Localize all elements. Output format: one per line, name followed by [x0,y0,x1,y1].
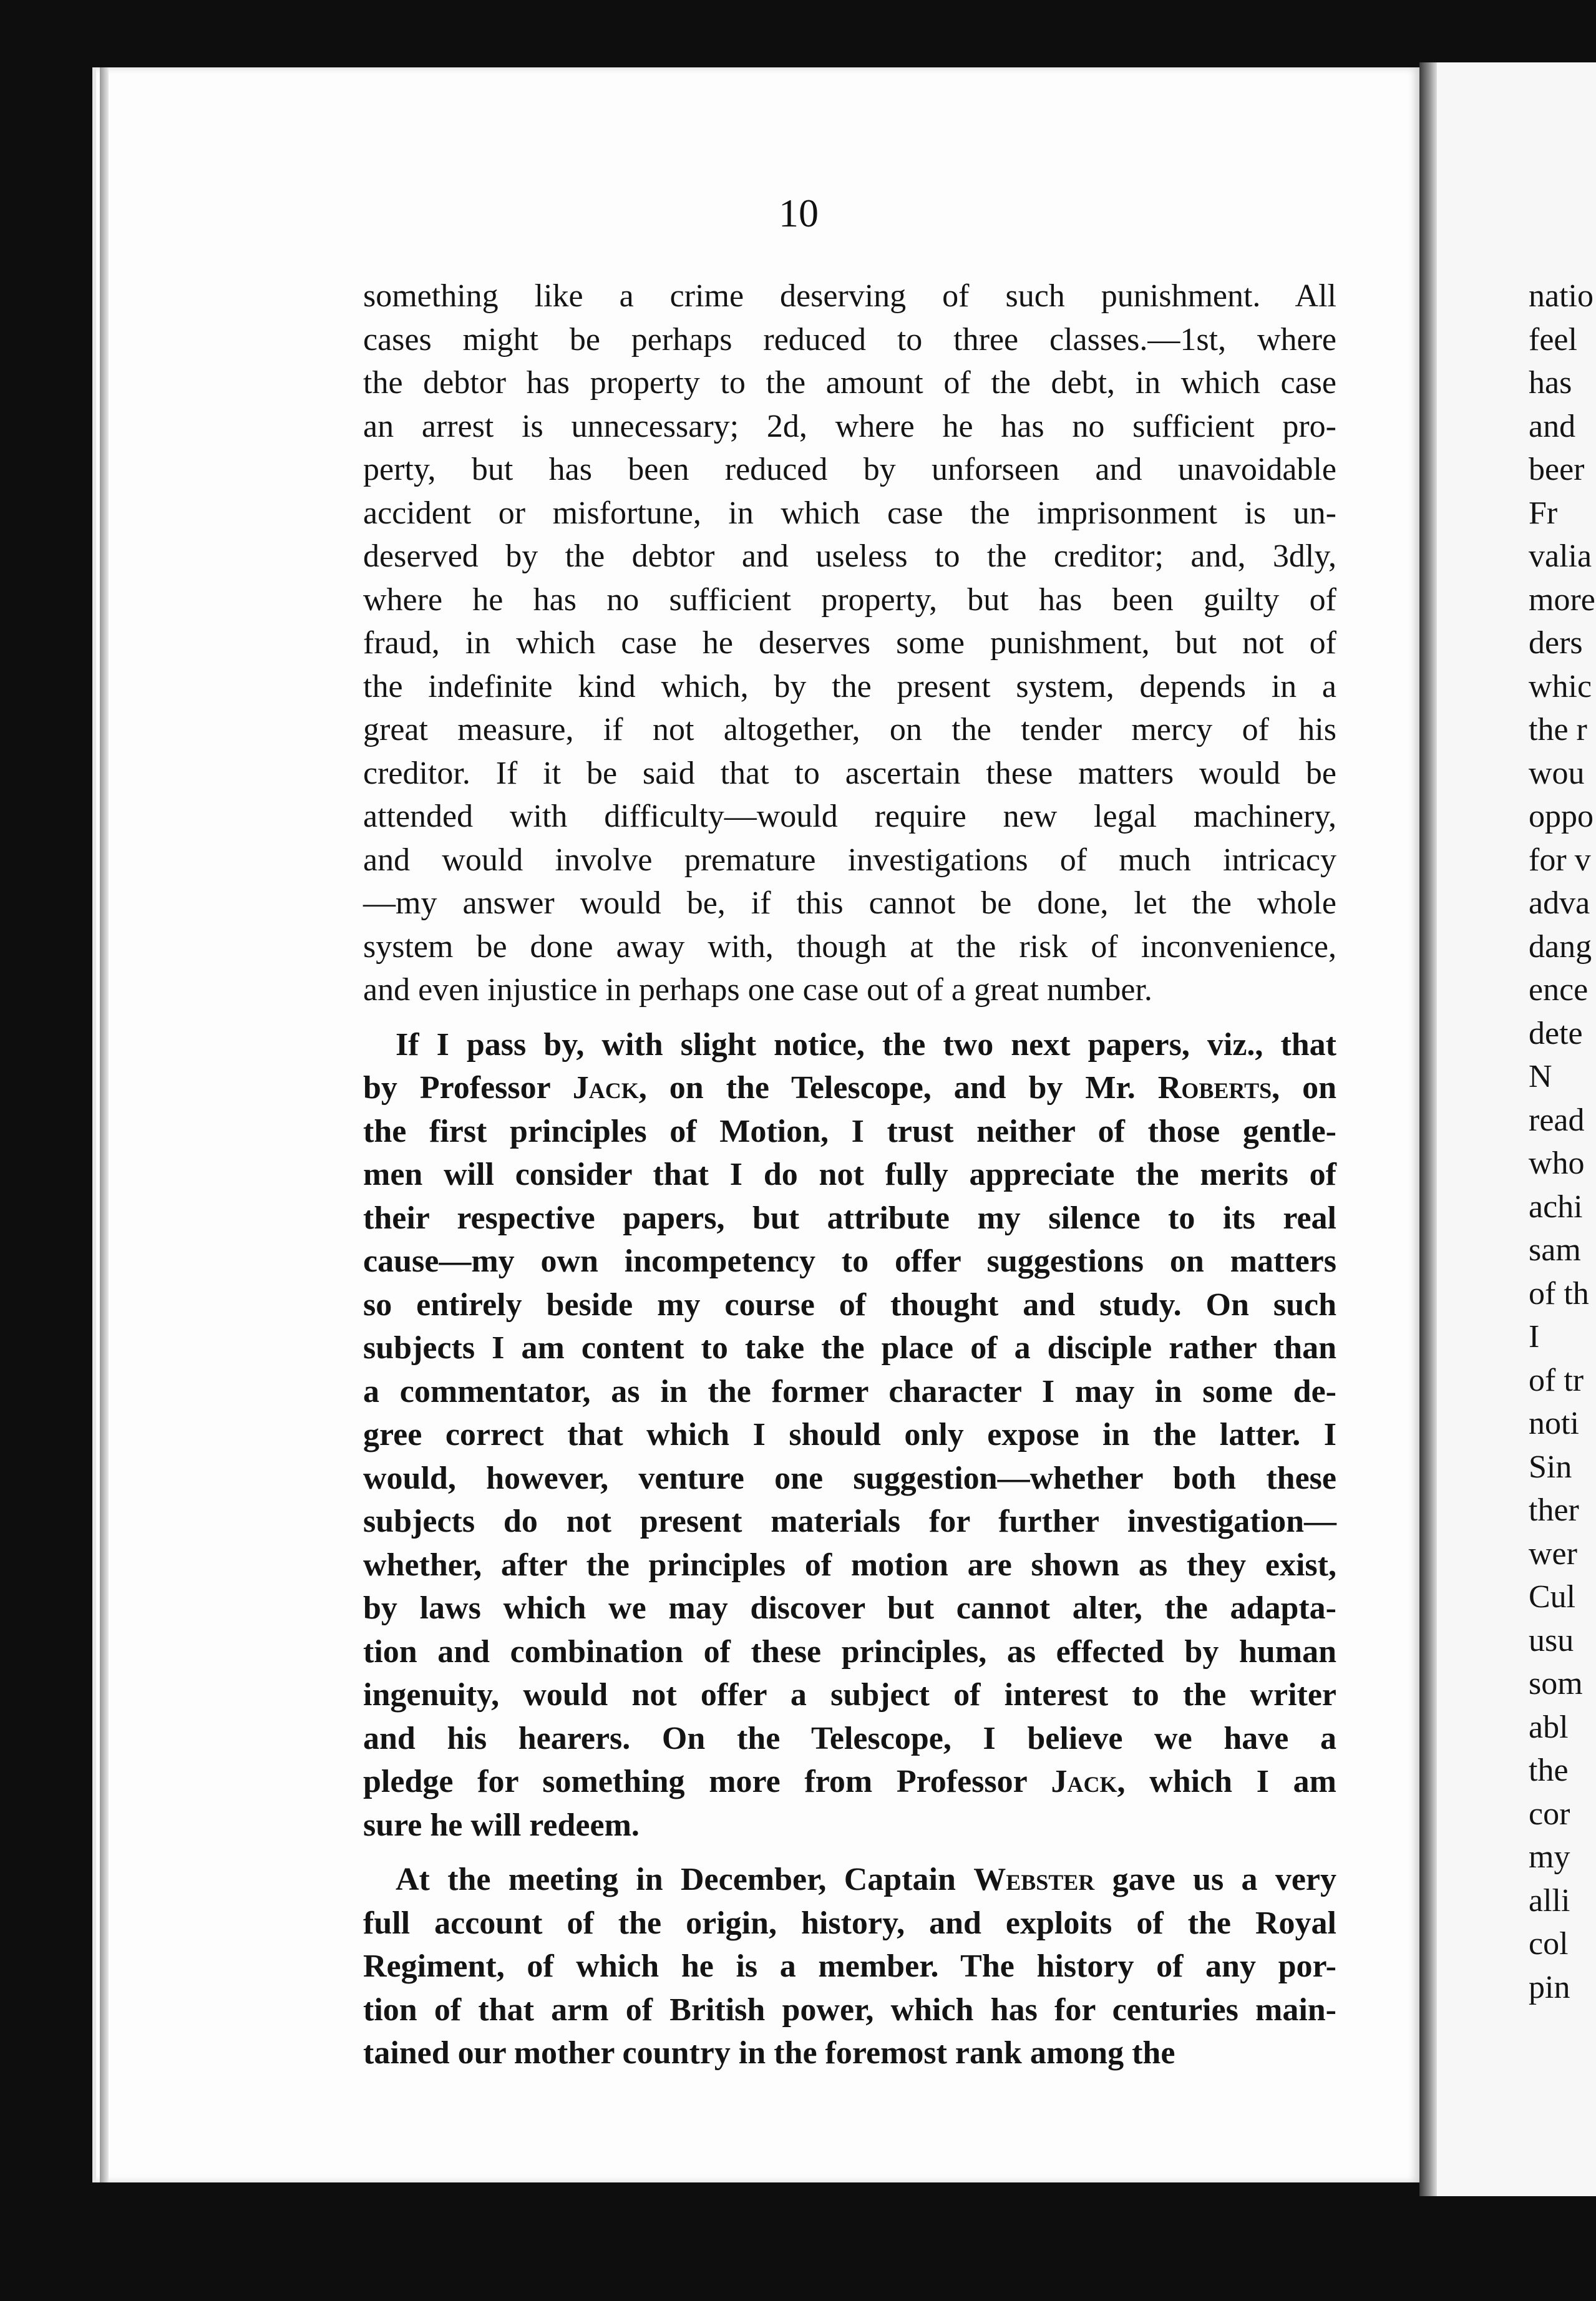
text-segment: gree correct that which I should only expose in the latter. I [363,1417,1336,1452]
text-line [363,448,1336,492]
text-segment: tained our mother country in the foremost rank among the [363,2035,1175,2071]
text-line [363,1902,1336,1945]
facing-page-fragment: and [1529,408,1576,444]
text-line [363,1370,1336,1414]
facing-page-fragment: Sin [1529,1449,1572,1485]
text-line [363,665,1336,709]
text-segment: deserved by the debtor and useless to the creditor; and, 3dly, [363,538,1336,574]
facing-page-text-fragments [1529,275,1596,2009]
text-segment: Regiment, of which he is a member. The history of any por- [363,1948,1336,1984]
text-segment: subjects do not present materials for further investigation— [363,1504,1336,1539]
text-line [363,795,1336,839]
text-segment: system be done away with, though at the risk of inconvenience, [363,928,1336,965]
text-line [363,2031,1336,2075]
facing-page-fragment: col [1529,1926,1569,1962]
text-segment: , on the Telescope, and by Mr. [638,1070,1158,1106]
text-segment: by laws which we may discover but cannot alter, the adapta- [363,1590,1336,1626]
text-segment: gave us a very [1094,1862,1336,1897]
facing-page-fragment: for v [1529,842,1591,878]
text-line [363,1630,1336,1674]
facing-page-fragment: Fr [1529,495,1558,531]
text-line [363,708,1336,752]
text-line [363,925,1336,969]
text-line [363,1110,1336,1154]
text-segment: and even injustice in perhaps one case out of a great number. [363,972,1152,1008]
text-line [363,1413,1336,1457]
text-segment: accident or misfortune, in which case the imprisonment is un- [363,495,1336,531]
facing-page-fragment: valia [1529,538,1592,574]
facing-page-fragment: noti [1529,1406,1579,1441]
facing-page-fragment: adva [1529,885,1590,921]
text-segment: sure he will redeem. [363,1807,640,1843]
text-segment: men will consider that I do not fully appreciate the merits of [363,1157,1336,1192]
text-line [363,578,1336,622]
facing-page-fragment: usu [1529,1622,1574,1658]
text-line [363,752,1336,795]
text-line [363,1760,1336,1804]
text-line [363,1066,1336,1110]
facing-page-fragment: wou [1529,755,1585,791]
name-small-caps: Jack [1051,1764,1117,1799]
facing-page-fragment: pin [1529,1969,1570,2005]
text-line [363,1673,1336,1717]
facing-page-fragment: whic [1529,668,1592,704]
facing-page-fragment: dete [1529,1015,1583,1051]
text-line [363,1858,1336,1902]
text-segment: and his hearers. On the Telescope, I believe we have a [363,1720,1336,1756]
facing-page-fragment: oppo [1529,799,1594,834]
paragraph-gap [363,1012,1336,1023]
text-line [363,1717,1336,1761]
facing-page-fragment: Cul [1529,1579,1576,1615]
text-segment: where he has no sufficient property, but has been guilty of [363,581,1336,618]
facing-page-fragment: has [1529,365,1572,401]
facing-page-fragment: sam [1529,1232,1581,1268]
text-line [363,1023,1336,1067]
text-segment: subjects I am content to take the place of a disciple rather than [363,1330,1336,1366]
facing-page-fragment: abl [1529,1709,1569,1745]
facing-page-fragment: cor [1529,1796,1570,1832]
text-segment: would, however, venture one suggestion—whether both these [363,1460,1336,1496]
text-line [363,1283,1336,1327]
facing-page-fragment: of tr [1529,1362,1584,1398]
paragraph-gap [363,1847,1336,1858]
name-small-caps: Webster [973,1862,1095,1897]
text-segment: the first principles of Motion, I trust neither of those gentle- [363,1113,1336,1149]
text-segment: a commentator, as in the former character I may in some de- [363,1373,1336,1409]
text-segment: fraud, in which case he deserves some punishment, but not of [363,625,1336,661]
text-segment: —my answer would be, if this cannot be done, let the whole [363,885,1336,921]
text-line [363,1197,1336,1240]
text-line [363,361,1336,405]
text-line [363,621,1336,665]
facing-page-fragment: ders [1529,625,1583,661]
text-line [363,1153,1336,1197]
text-segment: If I pass by, with slight notice, the two next papers, viz., that [396,1026,1336,1063]
facing-page-fragment: achi [1529,1189,1583,1225]
text-segment: the indefinite kind which, by the present system, depends in a [363,668,1336,704]
text-line [363,1500,1336,1544]
text-line [363,839,1336,882]
facing-page-fragment: ence [1529,972,1589,1008]
facing-page-fragment: som [1529,1666,1583,1701]
facing-page-fragment: dang [1529,928,1592,965]
facing-page-fragment: the r [1529,712,1587,747]
text-segment: full account of the origin, history, and exploits of the Royal [363,1905,1336,1941]
text-line [363,1988,1336,2032]
text-line [363,318,1336,362]
text-segment: by Professor [363,1070,573,1106]
text-line [363,882,1336,925]
text-segment: At the meeting in December, Captain [396,1862,974,1897]
text-segment: , which I am [1117,1764,1336,1799]
text-segment: the debtor has property to the amount of the debt, in which case [363,365,1336,401]
text-line [363,968,1336,1012]
text-segment: cases might be perhaps reduced to three classes.—1st, where [363,321,1336,358]
facing-page-fragment: wer [1529,1535,1577,1572]
facing-page-fragment: ther [1529,1492,1579,1528]
text-segment: something like a crime deserving of such punishment. All [363,278,1336,314]
text-line [363,535,1336,578]
text-line [363,492,1336,535]
text-line [363,1544,1336,1587]
facing-page-fragment: N [1529,1059,1552,1094]
text-segment: and would involve premature investigations of much intricacy [363,842,1336,878]
facing-page-fragment: my [1529,1839,1570,1875]
facing-page-fragment: I [1529,1319,1540,1355]
book-gutter [1419,62,1437,2196]
body-text [363,275,1336,2075]
left-page-binding-edge [100,67,109,2182]
text-line [363,1587,1336,1630]
facing-page-fragment: who [1529,1146,1585,1181]
text-segment: ingenuity, would not offer a subject of interest to the writer [363,1677,1336,1713]
text-segment: cause—my own incompetency to offer suggestions on matters [363,1243,1336,1279]
text-line [363,1326,1336,1370]
text-line [363,275,1336,318]
text-segment: whether, after the principles of motion are shown as they exist, [363,1547,1336,1583]
text-segment: perty, but has been reduced by unforseen and unavoidable [363,452,1336,487]
facing-page-fragment: the [1529,1753,1569,1788]
text-segment: great measure, if not altogether, on the tender mercy of his [363,712,1336,747]
text-segment: tion and combination of these principles, as effected by human [363,1633,1336,1670]
text-segment: an arrest is unnecessary; 2d, where he has no sufficient pro- [363,408,1336,444]
text-segment: tion of that arm of British power, which has for centuries main- [363,1992,1336,2028]
facing-page-fragment: read [1529,1102,1585,1138]
text-line [363,1457,1336,1501]
text-segment: their respective papers, but attribute my silence to its real [363,1200,1336,1236]
text-segment: attended with difficulty—would require new legal machinery, [363,799,1336,834]
text-line [363,1804,1336,1847]
text-segment: creditor. If it be said that to ascertain these matters would be [363,755,1336,791]
text-segment: , on [1272,1070,1337,1106]
text-segment: pledge for something more from Professor [363,1764,1051,1799]
facing-page-fragment: more [1529,581,1595,618]
text-line [363,1945,1336,1988]
name-small-caps: Jack [572,1070,639,1106]
facing-page-fragment: natio [1529,278,1594,314]
facing-page-fragment: of th [1529,1275,1589,1311]
text-segment: so entirely beside my course of thought and study. On such [363,1287,1336,1323]
text-line [363,1240,1336,1283]
page-number: 10 [779,191,819,235]
facing-page-fragment: feel [1529,321,1577,358]
facing-page-fragment: alli [1529,1882,1570,1919]
text-line [363,405,1336,449]
name-small-caps: Roberts [1157,1070,1272,1106]
facing-page-fragment: beer [1529,452,1585,487]
